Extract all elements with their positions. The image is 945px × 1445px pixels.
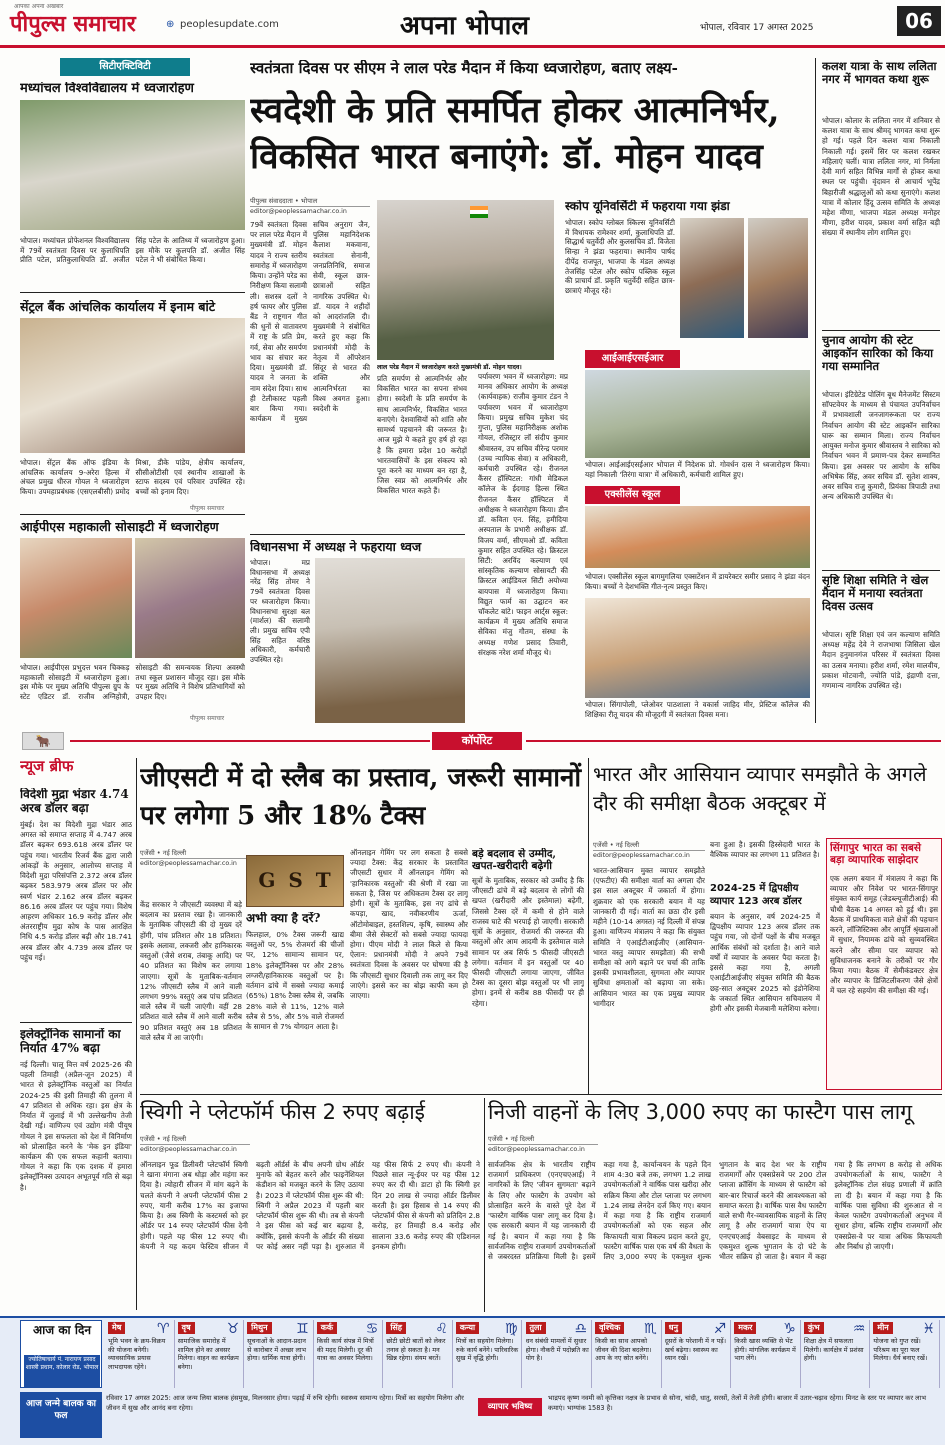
zodiac-cell xyxy=(106,1320,175,1388)
page-number: 06 xyxy=(897,6,941,36)
divider xyxy=(140,1094,942,1095)
brief2-body: नई दिल्ली। चालू वित्त वर्ष 2025-26 की पहली तिमाही (अप्रैल-जून 2025) में भारत से इलेक्ट्रॉनिक वस्तुओं का निर्यात 2024-25 की इसी तिमाही की तुलना में 47 प्रतिशत से अधिक रहा। इस क्षेत्र के निर्यात में जुलाई में भी उल्लेखनीय तेजी देखी गई। वाणिज्य एवं उद्योग मंत्री पीयूष गोयल ने इस सफलता को देश में विनिर्माण को प्रोत्साहित करने के 'मेक इन इंडिया' कार्यक्रम की एक सफल कहानी बताया। गोयल ने कहा कि एक दशक में हमारा इलेक्ट्रॉनिक्स उत्पादन अभूतपूर्व गति से बढ़ा है। xyxy=(20,1060,132,1192)
swiggy-body: ऑनलाइन फूड डिलीवरी प्लेटफॉर्म स्विगी ने खाना मंगाना अब थोड़ा और महंगा कर दिया है। त्योहारी सीजन में मांग बढ़ने के चलते कंपनी ने अपनी प्लेटफॉर्म फीस 2 रुपए, यानी करीब 17% का इजाफा किया है। अब स्विगी के कस्टमर्स को हर ऑर्डर पर 14 रुपए प्लेटफॉर्म फीस देनी होगी। पहले यह फीस 12 रुपए थी। कंपनी ने यह कदम फेस्टिव सीजन में बढ़ती ऑर्डर्स के बीच अपनी ग्रोथ ऑर्डर मुनाफे को बेहतर करने और फाइनेंशियल कंडीशन को मजबूत करने के लिए उठाया है। 2023 में प्लेटफॉर्म फीस शुरू की थी: स्विगी ने अप्रैल 2023 में पहली बार प्लेटफॉर्म फीस शुरू की थी। तब से कंपनी ने इस फीस को कई बार बढ़ाया है, क्योंकि, इससे कंपनी के ऑर्डर की संख्या पर कोई असर नहीं पड़ा है। शुरुआत में यह फीस सिर्फ 2 रुपए थी। कंपनी ने पिछले साल न्यू-ईयर पर यह फीस 12 रुपए कर दी थी। डाटा हो कि स्विगी हर दिन 20 लाख से ज्यादा ऑर्डर डिलीवर करती है। इस हिसाब से 14 रुपए की प्लेटफॉर्म फीस से कंपनी को प्रतिदिन 2.8 करोड़, हर तिमाही 8.4 करोड़ और सालाना 33.6 करोड़ रुपए की एडिशनल इनकम होगी। xyxy=(140,1160,480,1251)
zodiac-text: सामाजिक समारोह में शामिल होने का अवसर मिलेगा। वाहन का कार्यक्रम बनेगा। xyxy=(177,1337,239,1371)
divider xyxy=(822,570,940,571)
swiggy-headline: स्विगी ने प्लेटफॉर्म फीस 2 रुपए बढ़ाई xyxy=(140,1100,425,1124)
zodiac-sign-icon: ♈ xyxy=(157,1321,170,1337)
zodiac-sign-icon: ♎ xyxy=(574,1321,588,1337)
zodiac-name: मिथुन xyxy=(247,1322,271,1334)
mdu-photo xyxy=(20,100,245,230)
zodiac-sign-icon: ♊ xyxy=(296,1321,309,1337)
gst-col3: ऑनलाइन गेमिंग पर लग सकता है सबसे ज्यादा टैक्स: केंद्र सरकार के प्रस्तावित जीएसटी सुधार में ऑनलाइन गेमिंग को 'हानिकारक वस्तुओं' की श्रेणी में रखा जा सकता है, जिस पर अधिकतम टैक्स दर लागू होगी। सूत्रों के मुताबिक, इस नए ढांचे से कपड़ा, खाद, नवीकरणीय ऊर्जा, ऑटोमोबाइल, हस्तशिल्प, कृषि, स्वास्थ्य और बीमा जैसे सेक्टरों को सबसे ज्यादा फायदा होगा। पीएम मोदी ने लाल किले से किया ऐलान: प्रधानमंत्री मोदी ने अपने 79वें स्वतंत्रता दिवस के अवसर पर घोषणा की है कि जीएसटी सुधार दिवाली तक लागू कर दिए जाएंगे। इससे कर का बोझ काफी कम हो जाएगा। xyxy=(350,848,468,1001)
scope-body: भोपाल। स्कोप ग्लोबल स्किल्स यूनिवर्सिटी में विधायक रामेश्वर शर्मा, कुलाधिपति डॉ. सिद्धार्थ चतुर्वेदी और कुलसचिव डॉ. विजेता सिन्हा ने झंडा फहराया। स्थानीय पार्षद दीपेंद्र राजपूत, भाजपा के मंडल अध्यक्ष तेजसिंह पटेल और स्कोप पब्लिक स्कूल की प्राचार्य डॉ. प्रकृति चतुर्वेदी सहित छात्र-छात्राएं मौजूद रहे। xyxy=(565,218,675,296)
gst-email: editor@peoplessamachar.co.in xyxy=(140,860,237,867)
forecast-body: भाद्रपद कृष्ण नवमी को कृत्तिका नक्षत्र के प्रभाव से सोना, चांदी, धातु, सरसों, तेलों में तेजी होगी। बाजार में उतार-चढ़ाव रहेगा। मिनट के स्तर पर व्यापार कर लाभ कमाएं। भाग्यांक 1583 है। xyxy=(548,1394,926,1412)
zodiac-text: सूचनाओं के आदान-प्रदान से कारोबार में अच्छा लाभ होगा। धार्मिक यात्रा होगी। xyxy=(247,1337,307,1363)
kalash-headline: कलश यात्रा के साथ ललिता नगर में भागवत कथा शुरू xyxy=(822,60,937,87)
fastag-headline: निजी वाहनों के लिए 3,000 रुपए का फास्टैग पास लागू xyxy=(488,1100,913,1124)
zodiac-name: सिंह xyxy=(386,1322,406,1334)
gst-headline: जीएसटी में दो स्लैब का प्रस्ताव, जरूरी सामानों पर लगेगा 5 और 18% टैक्स xyxy=(140,763,582,831)
fastag-email: editor@peoplessamachar.co.in xyxy=(488,1146,585,1153)
assembly-photo xyxy=(315,558,465,723)
logo-tagline: आपका अपना अखबार xyxy=(14,3,64,10)
gst-col4: सूत्रों के मुताबिक, सरकार को उम्मीद है कि जीएसटी ढांचे में बड़े बदलाव से लोगों की खपत (खरीदारी और इस्तेमाल) बढ़ेगी, जिससे टैक्स दरें में कमी से होने वाले राजस्व घाटे की भरपाई हो जाएगी। सरकारी सूत्रों के अनुसार, रोजमर्रा की जरूरत की वस्तुओं और आम आदमी के इस्तेमाल वाले सामान पर अब सिर्फ 5 फीसदी जीएसटी लगेगा। वर्तमान में इन वस्तुओं पर 40 फीसदी जीएसटी लगाया जाएगा, जीवित टैक्स का दूसरा बोझ वस्तुओं पर भी लागू होगा। इनमें से करीब 88 फीसदी पर ही रहेगा। xyxy=(472,876,584,1008)
zodiac-text: छोटी छोटी बातों को लेकर तनाव हो सकता है। मन खिन्न रहेगा। संयम बरतें। xyxy=(386,1337,446,1363)
zodiac-name: मकर xyxy=(734,1322,756,1334)
asean-col1: भारत-आसियान मुक्त व्यापार समझौते (एफटीए) की समीक्षा वार्ता का अगला दौर इस साल अक्टूबर में जकार्ता में होगा। शुक्रवार को एक सरकारी बयान में यह जानकारी दी गई। वार्ता का छठा दौर इसी महीने (10-14 अगस्त) नई दिल्ली में संपन्न हुआ। वाणिज्य मंत्रालय ने कहा कि संयुक्त समिति ने एआईटीआईजीए (आसियान-भारत वस्तु व्यापार समझौता) की सभी समीक्षा को आगे बढ़ाने पर चर्चा की ताकि इसकी प्रभावशीलता, सुगमता और व्यापार सुविधा क्षमताओं को बढ़ाया जा सके। आसियान भारत का एक प्रमुख व्यापार भागीदार xyxy=(593,866,705,1008)
divider xyxy=(20,292,245,293)
zodiac-cell xyxy=(245,1320,314,1388)
swiggy-email: editor@peoplessamachar.co.in xyxy=(140,1146,237,1153)
zodiac-text: भूमि भवन के क्रय-विक्रय की योजना बनेगी। व्यावसायिक प्रयास लाभदायक रहेंगे। xyxy=(108,1337,166,1371)
zodiac-sign-icon: ♏ xyxy=(644,1321,657,1337)
lead-kicker: स्वतंत्रता दिवस पर सीएम ने लाल परेड मैदान में किया ध्वजारोहण, बताए लक्ष्य- xyxy=(250,60,678,77)
gst-image xyxy=(246,855,344,907)
asean-email: editor@peoplessamachar.co.in xyxy=(593,852,690,859)
lead-photo xyxy=(377,200,554,360)
birthday-title: आज जन्मे बालक का फल xyxy=(26,1399,96,1422)
zodiac-name: तुला xyxy=(526,1322,546,1334)
asean-col2: बना हुआ है। इसकी हिस्सेदारी भारत के वैश्विक व्यापार का लगभग 11 प्रतिशत है। xyxy=(710,840,820,860)
zodiac-cell xyxy=(593,1320,662,1388)
divider xyxy=(20,1022,132,1023)
iiser-tag: आईआईएसईआर xyxy=(585,350,680,368)
srishti-headline: सृष्टि शिक्षा समिति ने खेल मैदान में मनाया स्वतंत्रता दिवस उत्सव xyxy=(822,574,929,614)
news-brief-tag: न्यूज ब्रीफ xyxy=(20,758,74,775)
flag-icon xyxy=(470,206,488,218)
zodiac-sign-icon: ♐ xyxy=(713,1321,727,1337)
playover-body: भोपाल। सिंगापोली, प्लेओवर पाठशाला ने वकार्स जाहिद मीर, प्रेस्टिज कॉलेज की शिक्षिका रीतू यादव की मौजूदगी में स्वतंत्रता दिवस मना। xyxy=(585,700,810,719)
asean-byline: एजेंसी • नई दिल्ली xyxy=(593,840,705,851)
lead-byline: पीपुल्स संवाददाता • भोपाल xyxy=(250,196,370,207)
lead-email: editor@peoplessamachar.co.in xyxy=(250,208,347,215)
birthday-box xyxy=(20,1392,102,1438)
section-title: अपना भोपाल xyxy=(400,11,529,41)
asean-sub-body: बयान के अनुसार, वर्ष 2024-25 में द्विपक्षीय व्यापार 123 अरब डॉलर तक पहुंच गया, जो दोनों पक्षों के बीच मजबूत आर्थिक संबंधों को दर्शाता है। आने वाले वर्षों में व्यापार के अवसर पैदा करता है। इससे कहा गया है, अगली एआईटीआईजीए संयुक्त समिति की बैठक छह-सात अक्टूबर 2025 को इंडोनेशिया के जकार्ता स्थित आसियान सचिवालय में होगी और इसकी मेजबानी मलेशिया करेगा। xyxy=(710,912,820,1013)
zodiac-text: दूसरों के परेशानी में न पड़ें। खर्च बढ़ेगा। स्वास्थ्य का ध्यान रखें। xyxy=(664,1337,726,1363)
zodiac-sign-icon: ♒ xyxy=(852,1321,866,1337)
scope-photo-1 xyxy=(680,218,744,338)
brief1-body: मुंबई। देश का विदेशी मुद्रा भंडार आठ अगस्त को समाप्त सप्ताह में 4.747 अरब डॉलर बढ़कर 693.618 अरब डॉलर पर पहुंच गया। भारतीय रिजर्व बैंक द्वारा जारी आंकड़ों के अनुसार, आलोच्य सप्ताह में विदेशी मुद्रा परिसंपत्ति 2.372 अरब डॉलर बढ़कर 583.979 अरब डॉलर पर और स्वर्ण भंडार 2.162 अरब डॉलर बढ़कर 86.16 अरब डॉलर पर पहुंच गया। विशेष आहरण अधिकार 16.9 करोड़ डॉलर और अंतरराष्ट्रीय मुद्रा कोष के पास आरक्षित निधि 4.5 करोड़ डॉलर बढ़ी और 18.741 अरब डॉलर और 4.739 अरब डॉलर पर पहुंच गई। xyxy=(20,820,132,962)
zodiac-text: मित्रों का सहयोग मिलेगा। रुके कार्य बनेंगे। पारिवारिक सुख में वृद्धि होगी। xyxy=(455,1337,519,1363)
zodiac-text: किसी का साथ आपको जीवन की दिशा बदलेगा। आय के नए स्रोत बनेंगे। xyxy=(595,1337,652,1363)
corporate-tag: कॉर्पोरेट xyxy=(432,732,522,750)
cbi-credit: पीपुल्स समाचार xyxy=(190,505,225,512)
assembly-headline: विधानसभा में अध्यक्ष ने फहराया ध्वज xyxy=(250,540,422,554)
zodiac-text: धन संबंधी मामलों में सुधार होगा। नौकरी में पदोन्नति का योग है। xyxy=(525,1337,589,1363)
excellence-photo xyxy=(585,506,810,568)
zodiac-sign-icon: ♉ xyxy=(226,1321,240,1337)
gst-col1: केंद्र सरकार ने जीएसटी व्यवस्था में बड़े बदलाव का प्रस्ताव रखा है। जानकारी के मुताबिक जीएसटी की दो मुख्य दरें होंगी, पांच प्रतिशत और 18 प्रतिशत। इसके अलावा, लक्जरी और हानिकारक वस्तुओं (जैसे शराब, तंबाकू आदि) पर 40 प्रतिशत का विशेष कर लगाया जाएगा। सूत्रों के मुताबिक-वर्तमान 12% जीएसटी स्लैब में आने वाली लगभग 99% वस्तुएं अब पांच प्रतिशत वाले स्लैब में चली जाएंगी। वहीं 28 प्रतिशत वाले स्लैब में आने वाली करीब 90 प्रतिशत वस्तुएं अब 18 प्रतिशत वाले स्लैब में आ जाएंगी। xyxy=(140,900,242,1042)
zodiac-sign-icon: ♋ xyxy=(365,1321,379,1337)
divider xyxy=(815,58,816,723)
zodiac-sign-icon: ♓ xyxy=(922,1321,935,1337)
bull-icon: 🐂 xyxy=(22,732,64,750)
zodiac-cell xyxy=(663,1320,732,1388)
cbi-headline: सेंट्रल बैंक आंचलिक कार्यालय में इनाम बांटे xyxy=(20,300,216,314)
zodiac-name: वृश्चिक xyxy=(595,1322,624,1334)
ips-photo-2 xyxy=(135,538,245,658)
website-link[interactable]: peoplesupdate.com xyxy=(180,19,279,30)
iiser-body: भोपाल। आईआईएसईआर भोपाल में निदेशक प्रो. गोवर्धन दास ने ध्वजारोहण किया। यहां निकाली 'तिरंगा यात्रा' में अधिकारी, कर्मचारी शामिल हुए। xyxy=(585,460,810,479)
scope-headline: स्कोप यूनिवर्सिटी में फहराया गया झंडा xyxy=(565,200,730,213)
today-body: ज्योतिषाचार्य पं. नारायण प्रसाद शास्त्री प्रधान, कोलार रोड, भोपाल xyxy=(24,1355,100,1387)
srishti-body: भोपाल। सृष्टि शिक्षा एवं जन कल्याण समिति अध्यक्ष महेंद्र देवे ने राजभाषा जिसिला खेल मैदान हनुमानगंज परिसर में स्वतंत्रता दिवस का उत्सव मनाया। हरीश शर्मा, रमेश मालवीय, प्रकाश मोटवानी, ज्योति पांडे, इंद्राणी दत्ता, गणमान्य नागरिक उपस्थित रहे। xyxy=(822,630,940,691)
brief1-headline: विदेशी मुद्रा भंडार 4.74 अरब डॉलर बढ़ा xyxy=(20,788,129,815)
divider xyxy=(822,330,940,331)
asean-headline: भारत और आसियान व्यापार समझौते के अगले दौर की समीक्षा बैठक अक्टूबर में xyxy=(593,762,927,815)
lead-col1: 79वें स्वतंत्रता दिवस पर लाल परेड मैदान में मुख्यमंत्री डॉ. मोहन यादव ने राज्य स्तरीय समारोह में ध्वजारोहण किया। उन्होंने परेड का निरीक्षण किया सलामी ली। सशस्त्र दलों ने हर्ष फायर और पुलिस बैंड ने राष्ट्रगान गीत की धुनों से वातावरण में राष्ट्र के प्रति प्रेम, गर्व, सेवा और समर्पण भाव का संचार कर दिया। मुख्यमंत्री डॉ. यादव ने जनता के नाम संदेश दिया। साथ ही टेलीकास्ट पहली बार किया गया। कार्यक्रम में मुख्य सचिव अनुराग जैन, पुलिस महानिदेशक कैलाश मकवाना, स्वतंत्रता सेनानी, जनप्रतिनिधि, समाज सेवी, स्कूल छात्र-छात्राओं सहित नागरिक उपस्थित थे। डॉ. यादव ने शहीदों को आदरांजलि दी। मुख्यमंत्री ने संबोधित करते हुए कहा कि प्रधानमंत्री मोदी के नेतृत्व में ऑपरेशन सिंदूर से भारत की शक्ति और आत्मनिर्भरता का विश्व अवगत हुआ। स्वदेशी के xyxy=(250,220,370,424)
lead-headline: स्वदेशी के प्रति समर्पित होकर आत्मनिर्भर, विकसित भारत बनाएंगे: डॉ. मोहन यादव xyxy=(250,90,780,177)
swiggy-byline: एजेंसी • नई दिल्ली xyxy=(140,1134,250,1145)
cbi-photo xyxy=(20,318,245,453)
divider xyxy=(136,758,137,1310)
ips-photo-1 xyxy=(20,538,132,658)
icon-headline: चुनाव आयोग की स्टेट आइकॉन सारिका को किया गया सम्मानित xyxy=(822,334,934,374)
singapore-headline: सिंगापुर भारत का सबसे बड़ा व्यापारिक साझेदार xyxy=(830,842,922,867)
gst-box-title: अभी क्या है दरें? xyxy=(246,912,321,925)
zodiac-text: शिक्षा क्षेत्र में सफलता मिलेगी। कार्यक्षेत्र में प्रशंसा होगी। xyxy=(803,1337,864,1363)
zodiac-cell xyxy=(384,1320,453,1388)
playover-photo xyxy=(585,598,810,698)
zodiac-sign-icon: ♑ xyxy=(783,1321,796,1337)
lead-photo-caption: लाल परेड मैदान में ध्वजारोहण करते मुख्यमंत्री डॉ. मोहन यादव। xyxy=(377,364,522,371)
scope-photo-2 xyxy=(748,218,808,338)
zodiac-cell xyxy=(176,1320,245,1388)
zodiac-sign-icon: ♌ xyxy=(435,1321,448,1337)
today-title: आज का दिन xyxy=(33,1323,91,1337)
zodiac-cell xyxy=(454,1320,523,1388)
cbi-body: भोपाल। सेंट्रल बैंक ऑफ इंडिया के आंचलिक कार्यालय 9-अरेरा हिल्स में अंचल प्रमुख धीरज गोयल ने ध्वजारोहण किया। उपमहाप्रबंधक (एसएलबीसी) प्रमोद मिश्रा, डीके पांडेय, क्षेत्रीय कार्यालय, सीसीओटीसी एवं स्थानीय शाखाओं के स्टाफ सदस्य एवं परिवार उपस्थित रहे। बच्चों को इनाम दिए। xyxy=(20,458,245,497)
singapore-body: एक अलग बयान में मंत्रालय ने कहा कि व्यापार और निवेश पर भारत-सिंगापुर संयुक्त कार्य समूह (जेडब्ल्यूजीटीआई) की चौथी बैठक 14 अगस्त को हुई थी। इस बैठक में प्राथमिकता वाले क्षेत्रों की पहचान करने, लॉजिस्टिक्स और आपूर्ति श्रृंखलाओं में सुधार, नियामक ढांचे को सुव्यवस्थित करने और सीमा पार व्यापार को सुविधाजनक बनाने के तरीकों पर गौर किया गया। बैठक में सेमीकंडक्टर क्षेत्र और व्यापार के डिजिटलीकरण जैसे क्षेत्रों में चल रहे सहयोग की समीक्षा की गई। xyxy=(830,874,938,996)
ips-headline: आईपीएस महाकाली सोसाइटी में ध्वजारोहण xyxy=(20,520,219,534)
zodiac-name: कुंभ xyxy=(804,1322,824,1334)
excellence-body: भोपाल। एक्सीलेंस स्कूल बागमुगलिया एक्सटेंशन में डायरेक्टर समीर प्रसाद ने झंडा वंदन किया। बच्चों ने देशभक्ति गीत-नृत्य प्रस्तुत किए। xyxy=(585,572,810,591)
ips-body: भोपाल। आईपीएस प्रभुदत्त भवन चिक्कड़ महाकाली सोसाइटी में ध्वजारोहण हुआ। इस मौके पर मुख्य अतिथि पीपुल्स ग्रुप के स्टेट एडिटर डॉ. राजीव अग्निहोत्री, सोसाइटी की समन्वयक शिल्पा अवस्थी तथा स्कूल प्रशासन मौजूद रहा। इस मौके पर मुख्य अतिथि ने विशेष प्रतिभागियों को उपहार दिए। xyxy=(20,663,245,702)
divider xyxy=(588,758,589,1094)
zodiac-name: कन्या xyxy=(456,1322,479,1334)
zodiac-cell xyxy=(871,1320,940,1388)
globe-icon: ⊕ xyxy=(166,19,175,30)
zodiac-name: धनु xyxy=(665,1322,682,1334)
ips-credit: पीपुल्स समाचार xyxy=(190,715,225,722)
forecast-title: व्यापार भविष्य xyxy=(478,1398,542,1416)
mdu-headline: मध्यांचल विश्वविद्यालय में ध्वजारोहण xyxy=(20,82,194,96)
kalash-body: भोपाल। कोलार के ललिता नगर में शनिवार से कलश यात्रा के साथ श्रीमद् भागवत कथा शुरू हो गई। पहले दिन कलश यात्रा निकाली निकाली गई। इसमें सिर पर कलश रखकर महिलाएं चलीं। यात्रा ललिता नगर, मां निर्मला देवी मार्ग सहित विभिन्न मार्गों से होकर कथा स्थल पर पहुंची। वृंदावन से आचार्य भूपेंद्र बिहारीजी श्रद्धालुओं को कथा सुनाएंगे। कलश यात्रा में कोलार हिंदू उत्सव समिति के अध्यक्ष महेश मीणा, भाजपा मंडल अध्यक्ष मनोहर मीणा, हरीश यादव, प्रकाश वर्मा सहित बड़ी संख्या में स्थानीय लोग शामिल हुए। xyxy=(822,116,940,238)
assembly-body: भोपाल। मप्र विधानसभा में अध्यक्ष नरेंद्र सिंह तोमर ने 79वें स्वतंत्रता दिवस पर ध्वजारोहण किया। विधानसभा सुरक्षा बल (मार्शल) की सलामी ली। प्रमुख सचिव एपी सिंह सहित वरिष्ठ अधिकारी, कर्मचारी उपस्थित रहे। xyxy=(250,558,310,665)
zodiac-text: किसी खास व्यक्ति से भेंट होगी। मांगलिक कार्यक्रम में भाग लेंगे। xyxy=(734,1337,796,1363)
gst-box: फिलहाल, 0% टैक्स जरूरी खाद्य वस्तुओं पर, 5% रोजमर्रा की चीजों पर, 12% सामान्य सामान पर, 18% इलेक्ट्रॉनिक्स पर और 28% लग्जरी/हानिकारक वस्तुओं पर है। वर्तमान ढांचे में सबसे ज्यादा कमाई (65%) 18% टैक्स स्लैब से, जबकि 28% वाले से 11%, 12% वाले स्लैब से 5%, और 5% वाले रोजमर्रा के सामान से 7% योगदान आता है। xyxy=(246,930,344,1031)
city-activity-tag: सिटीएक्टिविटी xyxy=(60,58,190,76)
masthead-logo[interactable]: पीपुल्स समाचार xyxy=(10,11,136,37)
mdu-body: भोपाल। मध्यांचल प्रोफेशनल विश्वविद्यालय में 79वें स्वतंत्रता दिवस पर कुलाधिपति प्रीति पटेल, प्रतिकुलाधिपति डॉ. अजीत सिंह पटेल के आतिथ्य में ध्वजारोहण हुआ। इस मौके पर कुलपति डॉ. अजीत सिंह पटेल ने भी संबोधित किया। xyxy=(20,236,245,265)
zodiac-name: मीन xyxy=(873,1322,892,1334)
dateline: भोपाल, रविवार 17 अगस्त 2025 xyxy=(700,23,814,33)
gst-col4-head: बड़े बदलाव से उम्मीद, खपत-खरीदारी बढ़ेगी xyxy=(472,848,557,873)
lead-col2: प्रति समर्पण से आत्मनिर्भर और विकसित भारत का सपना संभव होगा। स्वदेशी के प्रति समर्पण के साथ आत्मनिर्भर, विकसित भारत बनाएंगे। देशवासियों को शांति और सामर्थ्य पहचानने की जरूरत है। आज मुझे ये कहते हुए हर्ष हो रहा है कि हमारा प्रदेश 10 करोड़ों भारतवासियों के इस संकल्प को पूरा करने का माध्यम बन रहा है, जिस स्वप्न को आत्मनिर्भर और विकसित भारत कहते हैं। xyxy=(377,374,467,496)
zodiac-sign-icon: ♍ xyxy=(504,1321,518,1337)
zodiac-cell xyxy=(524,1320,593,1388)
divider xyxy=(250,534,465,535)
zodiac-name: वृष xyxy=(178,1322,195,1334)
corporate-band xyxy=(0,730,945,752)
birthday-body: रविवार 17 अगस्त 2025: आज जन्म लिया बालक हंसमुख, मिलनसार होगा। पढ़ाई में रुचि रहेगी। स्वास्थ्य सामान्य रहेगा। मित्रों का सहयोग मिलेगा और जीवन में सुख और आनंद बना रहेगा। xyxy=(106,1394,464,1412)
fastag-byline: एजेंसी • नई दिल्ली xyxy=(488,1134,598,1145)
gst-byline: एजेंसी • नई दिल्ली xyxy=(140,848,250,859)
excellence-tag: एक्सीलेंस स्कूल xyxy=(585,486,680,504)
zodiac-name: कर्क xyxy=(317,1322,337,1334)
zodiac-cell xyxy=(315,1320,384,1388)
divider xyxy=(20,514,245,515)
brief2-headline: इलेक्ट्रॉनिक सामानों का निर्यात 47% बढ़ा xyxy=(20,1028,121,1055)
masthead xyxy=(0,0,945,48)
today-box xyxy=(20,1320,102,1388)
gst-blocks-label: G S T xyxy=(258,868,334,892)
divider xyxy=(484,1098,485,1312)
iiser-photo xyxy=(585,370,810,458)
rights-body: पर्यावरण भवन में ध्वजारोहण: मप्र मानव अधिकार आयोग के अध्यक्ष (कार्यवाहक) राजीव कुमार टंडन ने पर्यावरण भवन में ध्वजारोहण किया। प्रमुख सचिव मुकेश चंद गुप्ता, पुलिस महानिरीक्षक अशोक गोयल, रजिस्ट्रार लॉ संदीप कुमार श्रीवास्तव, उप सचिव वीरेन्द्र परमार (उच्च न्यायिक सेवा) व अधिकारी, कर्मचारी उपस्थित रहे। रीजनल कैंसर हॉस्पिटल: गांधी मेडिकल कॉलेज के ईदगाह हिल्स स्थित रीजनल कैंसर हॉस्पिटल में अधीक्षक ने ध्वजारोहण किया। डीन डॉ. कविता एन. सिंह, हमीदिया अस्पताल के प्रभारी अधीक्षक डॉ. विजय वर्मा, सीएमओ डॉ. कविता कुमार सहित उपस्थित रहे। क्रिस्टल सिटी: अरविंद कल्याण एवं सांस्कृतिक कल्याण सोसायटी की क्रिस्टल आईडियल सिटी अयोध्या बायपास में ध्वजारोहण किया। विद्युत फार्म का उद्घाटन कर चॉकलेट बांटे। फाइन आर्ट्स स्कूल: कार्यक्रम में मुख्य अतिथि समाज सेविका मंजु गौतम, संस्था के अध्यक्ष गणेश प्रसाद तिवारी, संरक्षक नरेश शर्मा मौजूद थे। xyxy=(478,372,568,657)
zodiac-text: योजना को गुप्त रखें। परिश्रम का पूरा फल मिलेगा। धैर्य बनाए रखें। xyxy=(873,1337,928,1363)
band-rule-right xyxy=(526,740,941,742)
zodiac-cell xyxy=(732,1320,801,1388)
zodiac-name: मेष xyxy=(108,1322,125,1334)
zodiac-cell xyxy=(802,1320,871,1388)
fastag-body: सार्वजनिक क्षेत्र के भारतीय राष्ट्रीय राजमार्ग प्राधिकरण (एनएचएआई) ने नागरिकों के लिए 'जीवन सुगमता' बढ़ाने के लिए और फास्टैग के उपयोग को प्रोत्साहित करने के वास्ते पूरे देश में 'फास्टैग वार्षिक पास' लागू कर दिया है। एक सरकारी बयान में यह जानकारी दी गई है। बयान में कहा गया है कि सार्वजनिक राष्ट्रीय राजमार्ग उपयोगकर्ताओं से जबरदस्त प्रतिक्रिया मिली है। इसमें कहा गया है, कार्यान्वयन के पहले दिन शाम 4:30 बजे तक, लगभग 1.2 लाख उपयोगकर्ताओं ने वार्षिक पास खरीदा और सक्रिय किया और टोल प्लाजा पर लगभग 1.24 लाख लेनदेन दर्ज किए गए। बयान में कहा गया है कि राष्ट्रीय राजमार्ग उपयोगकर्ताओं को एक सहज और किफायती यात्रा विकल्प प्रदान करते हुए, फास्टैग वार्षिक पास एक वर्ष की वैधता के लिए 3,000 रुपए के एकमुश्त शुल्क भुगतान के बाद देश भर के राष्ट्रीय राजमार्गों और एक्सप्रेसवे पर 200 टोल प्लाजा क्रॉसिंग के माध्यम से फास्टैग को बार-बार रिचार्ज करने की आवश्यकता को समाप्त करता है। वार्षिक पास वैध फास्टैग वाले सभी गैर-व्यावसायिक वाहनों के लिए लागू है और राजमार्ग यात्रा ऐप या एनएचएआई वेबसाइट के माध्यम से एकमुश्त शुल्क भुगतान के दो घंटे के भीतर सक्रिय हो जाता है। बयान में कहा गया है कि लगभग 8 करोड़ से अधिक उपयोगकर्ताओं के साथ, फास्टैग ने इलेक्ट्रॉनिक टोल संग्रह प्रणाली में क्रांति ला दी है। बयान में कहा गया है कि वार्षिक पास सुविधा की शुरुआत से न केवल फास्टैग उपयोगकर्ताओं अनुभव में सुधार होगा, बल्कि राष्ट्रीय राजमार्गों और एक्सप्रेस-वे पर यात्रा अधिक किफायती और निर्बाध हो जाएगी। xyxy=(488,1160,942,1261)
zodiac-text: किसी कार्य संपन्न में मित्रों की मदद मिलेगी। दूर की यात्रा का अवसर मिलेगा। xyxy=(316,1337,374,1363)
icon-body: भोपाल। इंटिग्रेटेड पोलिंग बूथ मैनेजमेंट सिस्टम सॉफ्टवेयर के माध्यम से पंचायत उपनिर्वाचन में प्रभावशाली जनजागरूकता पर राज्य निर्वाचन आयोग की स्टेट आइकॉन सारिका घारू का सम्मान मिला। राज्य निर्वाचन आयुक्त मनोज कुमार श्रीवास्तव ने सारिका को निर्वाचन भवन में प्रमाण-पत्र देकर सम्मानित किया। इस अवसर पर आयोग के सचिव अभिषेक सिंह, अवर सचिव डॉ. सुतेश शाक्य, अवर सचिव राजु कुमारी, प्रियंका त्रिपाठी तथा अन्य अधिकारी उपस्थित थे। xyxy=(822,390,940,502)
asean-sub-head: 2024-25 में द्विपक्षीय व्यापार 123 अरब डॉलर xyxy=(710,883,802,907)
band-rule-left xyxy=(70,740,430,742)
